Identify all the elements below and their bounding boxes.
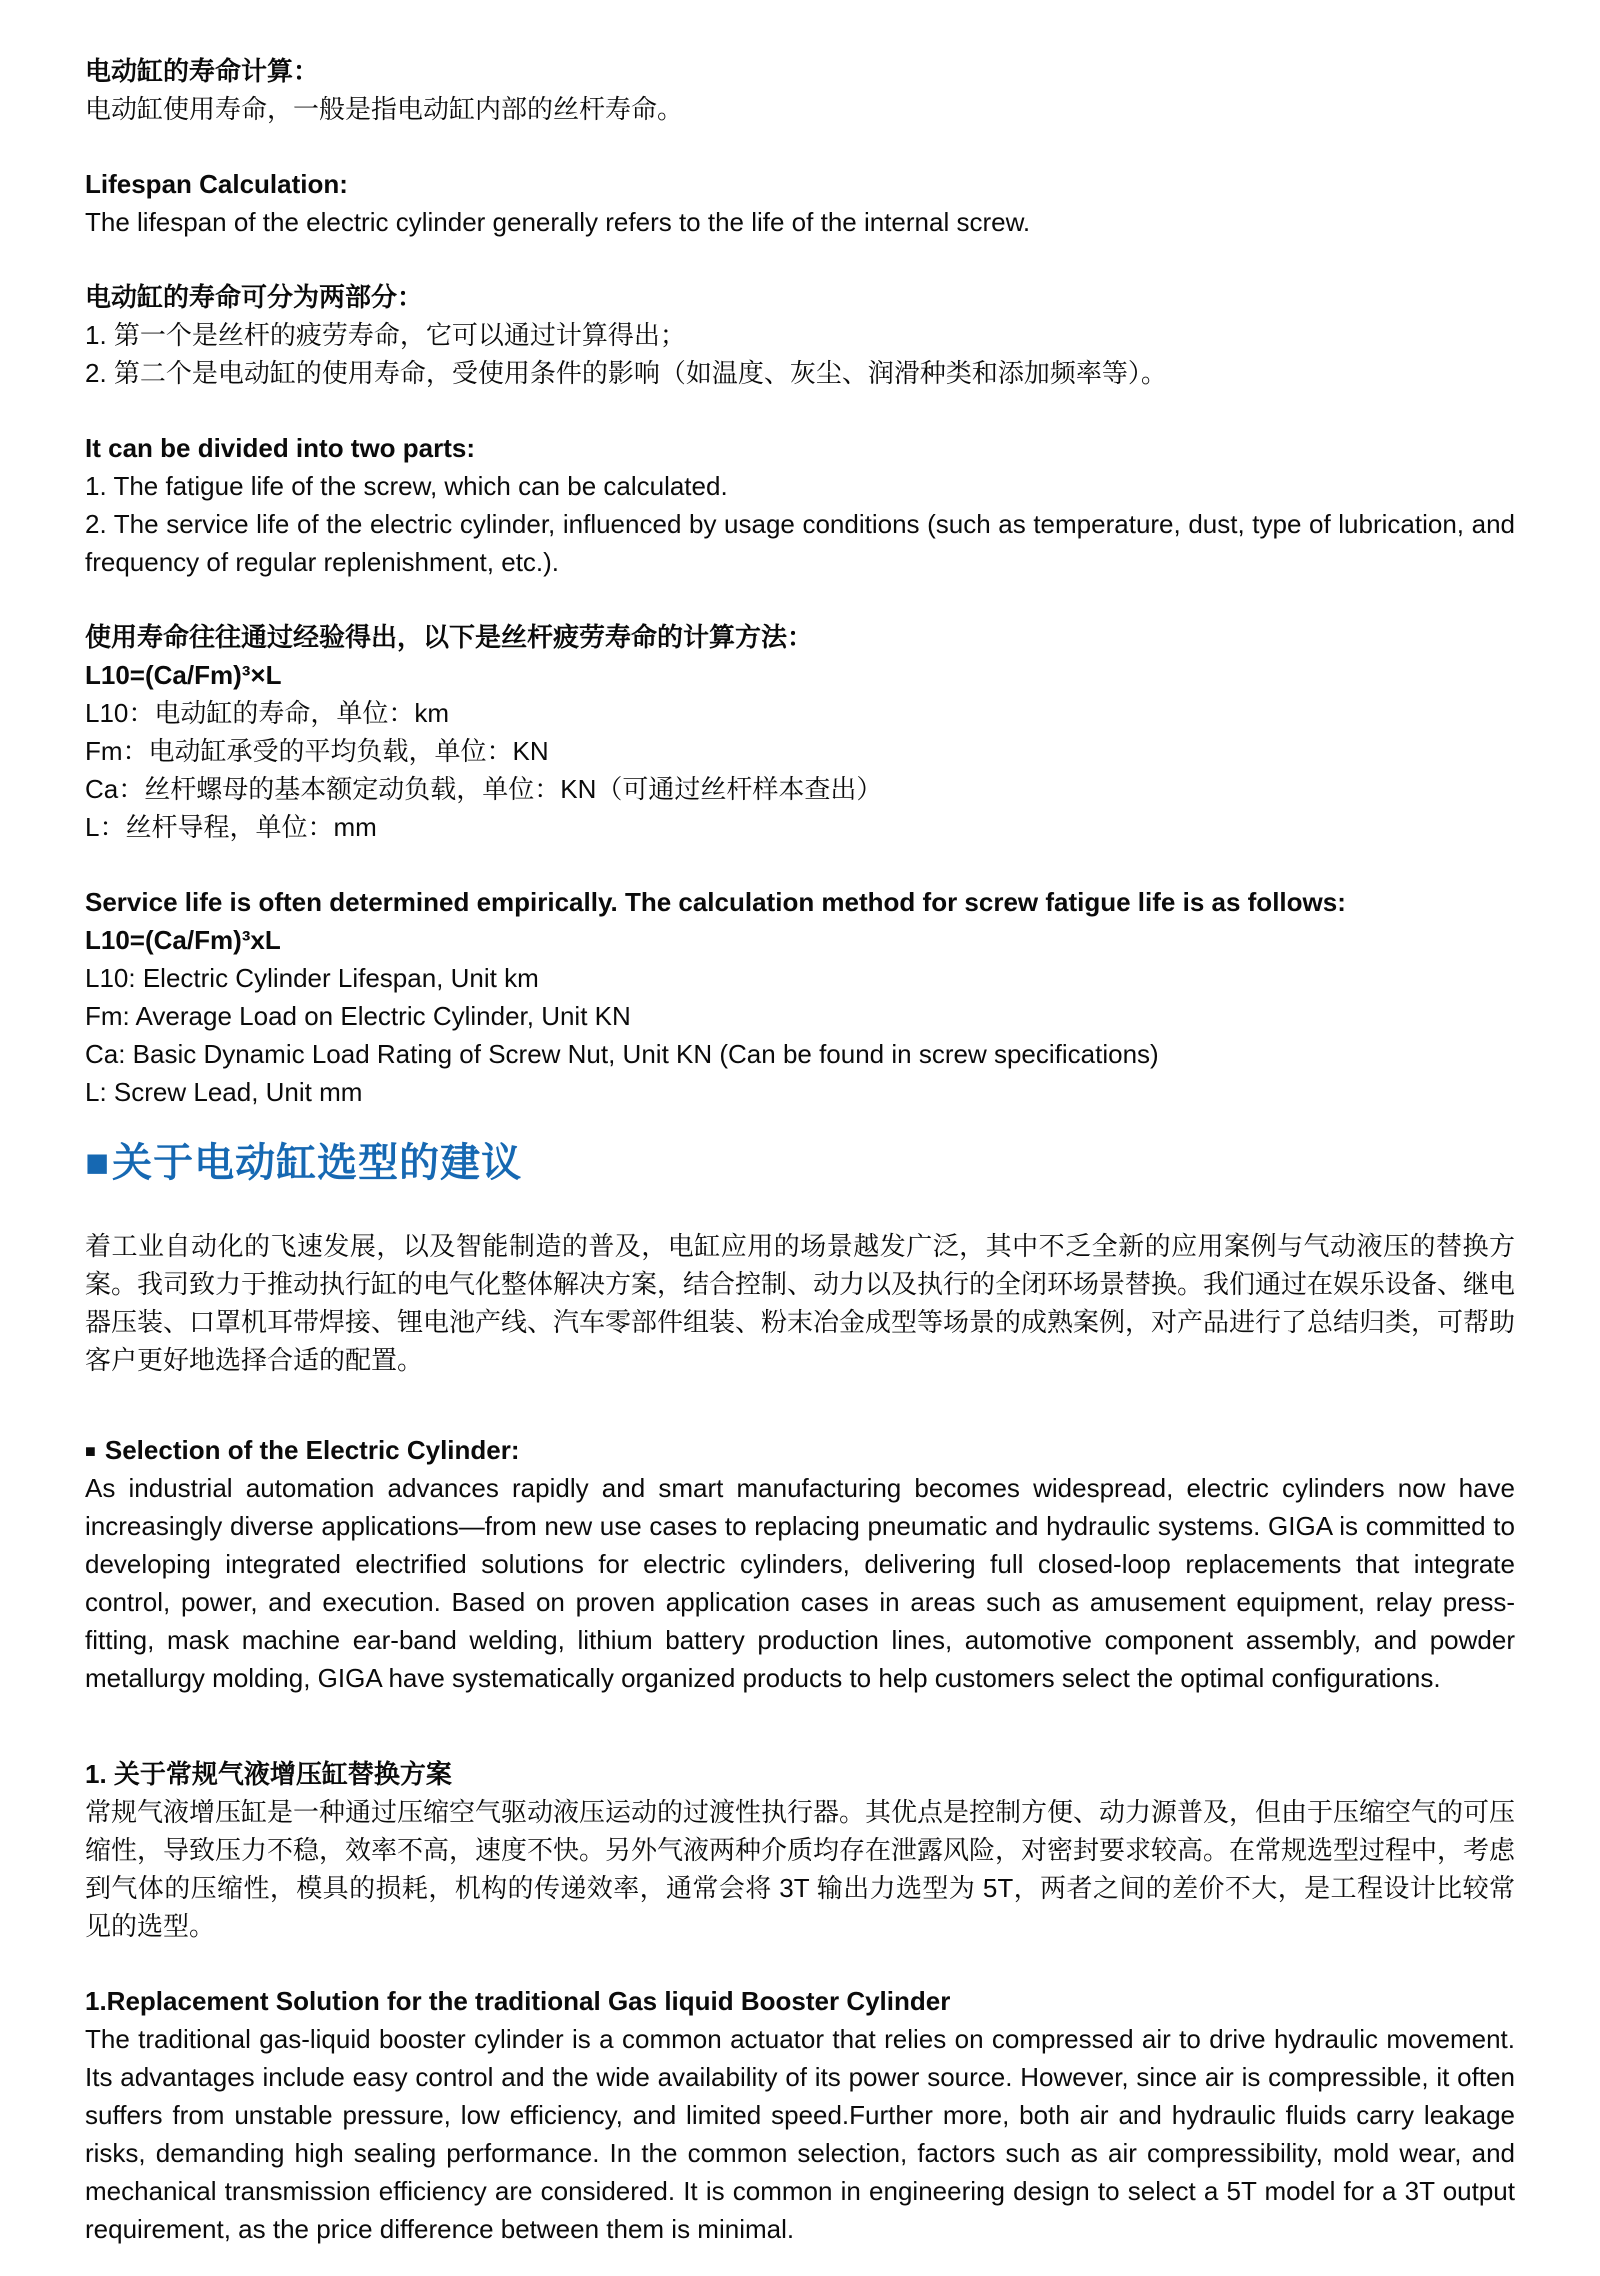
two-parts-zh-item-2: 2. 第二个是电动缸的使用寿命，受使用条件的影响（如温度、灰尘、润滑种类和添加频率等）。 [85, 358, 1167, 388]
formula-en-def-ca: Ca: Basic Dynamic Load Rating of Screw Nut, Unit KN (Can be found in screw specifications) [85, 1039, 1159, 1069]
section-selection-en [85, 1431, 1515, 1697]
formula-en-def-l10: L10: Electric Cylinder Lifespan, Unit km [85, 963, 539, 993]
section-lifespan-en [85, 165, 1515, 241]
lifespan-zh-body: 电动缸使用寿命，一般是指电动缸内部的丝杆寿命。 [85, 94, 684, 124]
section-formula-zh [85, 618, 1515, 846]
formula-zh-heading: 使用寿命往往通过经验得出，以下是丝杆疲劳寿命的计算方法： [85, 622, 814, 652]
black-square-icon: ■ [85, 1441, 96, 1461]
lifespan-en-heading: Lifespan Calculation: [85, 169, 348, 199]
formula-en-formula: L10=(Ca/Fm)³xL [85, 925, 281, 955]
formula-en-def-fm: Fm: Average Load on Electric Cylinder, Unit KN [85, 1001, 631, 1031]
selection-en-heading-text: Selection of the Electric Cylinder: [104, 1435, 520, 1465]
two-parts-en-heading: It can be divided into two parts: [85, 433, 476, 463]
booster-en-heading: 1.Replacement Solution for the traditional Gas liquid Booster Cylinder [85, 1986, 951, 2016]
formula-en-heading: Service life is often determined empirically. The calculation method for screw fatigue life is as follows: [85, 887, 1346, 917]
formula-zh-def-ca: Ca：丝杆螺母的基本额定动负载，单位：KN（可通过丝杆样本查出） [85, 774, 883, 804]
selection-en-body: As industrial automation advances rapidly and smart manufacturing becomes widespread, electric cylinders now have increasingly diverse applications—from new use cases to replacing pneumatic and hydraulic systems. GIGA is committed to developing integrated electrified solutions for electric cylinders, delivering full closed-loop replacements that integrate control, power, and execution. Based on proven application cases in areas such as amusement equipment, relay press-fitting, mask machine ear-band welding, lithium battery production lines, automotive component assembly, and powder metallurgy molding, GIGA have systematically organized products to help customers select the optimal configurations. [85, 1473, 1515, 1693]
booster-zh-body: 常规气液增压缸是一种通过压缩空气驱动液压运动的过渡性执行器。其优点是控制方便、动力源普及，但由于压缩空气的可压缩性，导致压力不稳，效率不高，速度不快。另外气液两种介质均存在泄露风险，对密封要求较高。在常规选型过程中，考虑到气体的压缩性，模具的损耗，机构的传递效率，通常会将 3T 输出力选型为 5T，两者之间的差价不大，是工程设计比较常见的选型。 [85, 1797, 1516, 1941]
blue-square-icon: ■ [85, 1141, 111, 1185]
two-parts-zh-item-1: 1. 第一个是丝杆的疲劳寿命，它可以通过计算得出； [85, 320, 686, 350]
section-lifespan-zh [85, 52, 1515, 128]
formula-zh-def-l: L：丝杆导程，单位：mm [85, 812, 377, 842]
two-parts-zh-heading: 电动缸的寿命可分为两部分： [85, 282, 424, 312]
formula-zh-def-l10: L10：电动缸的寿命，单位：km [85, 698, 450, 728]
formula-en-def-l: L: Screw Lead, Unit mm [85, 1077, 363, 1107]
selection-intro-zh-body: 着工业自动化的飞速发展，以及智能制造的普及，电缸应用的场景越发广泛，其中不乏全新的应用案例与气动液压的替换方案。我司致力于推动执行缸的电气化整体解决方案，结合控制、动力以及执行的全闭环场景替换。我们通过在娱乐设备、继电器压装、口罩机耳带焊接、锂电池产线、汽车零部件组装、粉末冶金成型等场景的成熟案例，对产品进行了总结归类，可帮助客户更好地选择合适的配置。 [85, 1231, 1516, 1375]
section-two-parts-en [85, 429, 1515, 581]
section-booster-zh [85, 1755, 1515, 1945]
booster-en-body: The traditional gas-liquid booster cylinder is a common actuator that relies on compressed air to drive hydraulic movement. Its advantages include easy control and the wide availability of its power source. However, since air is compressible, it often suffers from unstable pressure, low efficiency, and limited speed.Further more, both air and hydraulic fluids carry leakage risks, demanding high sealing performance. In the common selection, factors such as air compressibility, mold wear, and mechanical transmission efficiency are considered. It is common in engineering design to select a 5T model for a 3T output requirement, as the price difference between them is minimal. [85, 2024, 1515, 2244]
lifespan-en-body: The lifespan of the electric cylinder generally refers to the life of the internal screw. [85, 207, 1031, 237]
section-booster-en [85, 1982, 1515, 2248]
booster-zh-heading: 1. 关于常规气液增压缸替换方案 [85, 1759, 452, 1789]
section-formula-en [85, 883, 1515, 1111]
section-selection-intro-zh [85, 1227, 1515, 1379]
selection-advice-title [85, 1137, 1515, 1189]
two-parts-en-item-2: 2. The service life of the electric cylinder, influenced by usage conditions (such as temperature, dust, type of lubrication, and frequency of regular replenishment, etc.). [85, 509, 1515, 577]
formula-zh-formula: L10=(Ca/Fm)³×L [85, 660, 282, 690]
two-parts-en-item-1: 1. The fatigue life of the screw, which can be calculated. [85, 471, 728, 501]
section-two-parts-zh [85, 278, 1515, 392]
selection-advice-title-text: 关于电动缸选型的建议 [112, 1141, 523, 1185]
selection-en-heading [85, 1431, 1515, 1469]
formula-zh-def-fm: Fm：电动缸承受的平均负载，单位：KN [85, 736, 549, 766]
lifespan-zh-heading: 电动缸的寿命计算： [85, 56, 320, 86]
